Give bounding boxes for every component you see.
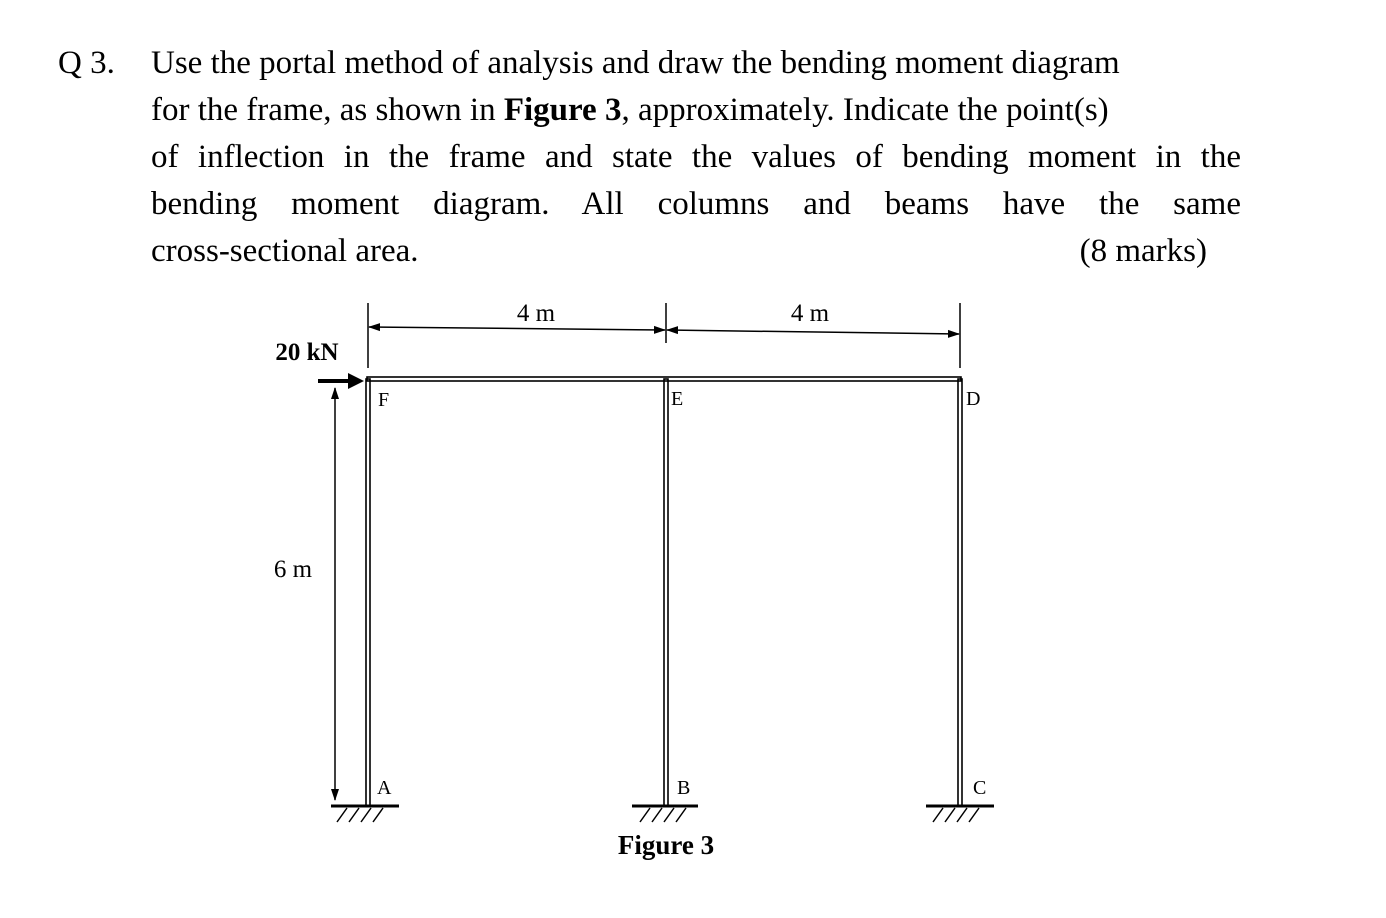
question-line-2-start: for the frame, as shown in bbox=[151, 92, 504, 128]
figure-reference: Figure 3 bbox=[503, 92, 622, 128]
span-label-left: 4 m bbox=[516, 300, 556, 327]
span-dimension-right bbox=[667, 330, 959, 334]
fixed-support-b bbox=[632, 806, 698, 822]
span-dimension-left bbox=[369, 327, 665, 330]
column-cd bbox=[958, 379, 962, 806]
column-af bbox=[366, 379, 370, 806]
node-label-c: C bbox=[973, 777, 987, 799]
question-line-1: Use the portal method of analysis and draw the bending moment diagram bbox=[151, 45, 1120, 81]
question-line-5: cross-sectional area. bbox=[151, 233, 419, 269]
node-label-a: A bbox=[377, 777, 392, 799]
height-label: 6 m bbox=[273, 556, 313, 583]
load-label: 20 kN bbox=[275, 339, 339, 366]
fixed-support-c bbox=[926, 806, 994, 822]
question-line-3: of inflection in the frame and state the values of bending moment in the bbox=[151, 139, 1241, 175]
span-label-right: 4 m bbox=[790, 300, 830, 327]
column-be bbox=[664, 379, 668, 806]
marks-label: (8 marks) bbox=[1079, 233, 1207, 269]
node-label-e: E bbox=[671, 388, 684, 410]
load-arrow-head bbox=[348, 373, 364, 389]
fixed-support-a bbox=[331, 806, 399, 822]
question-number: Q 3. bbox=[58, 45, 115, 81]
figure-caption: Figure 3 bbox=[617, 830, 715, 860]
node-label-d: D bbox=[966, 388, 981, 410]
node-label-b: B bbox=[677, 777, 691, 799]
node-label-f: F bbox=[378, 389, 390, 411]
question-line-4: bending moment diagram. All columns and beams have the same bbox=[151, 186, 1241, 222]
question-line-2-end: , approximately. Indicate the point(s) bbox=[621, 92, 1109, 128]
